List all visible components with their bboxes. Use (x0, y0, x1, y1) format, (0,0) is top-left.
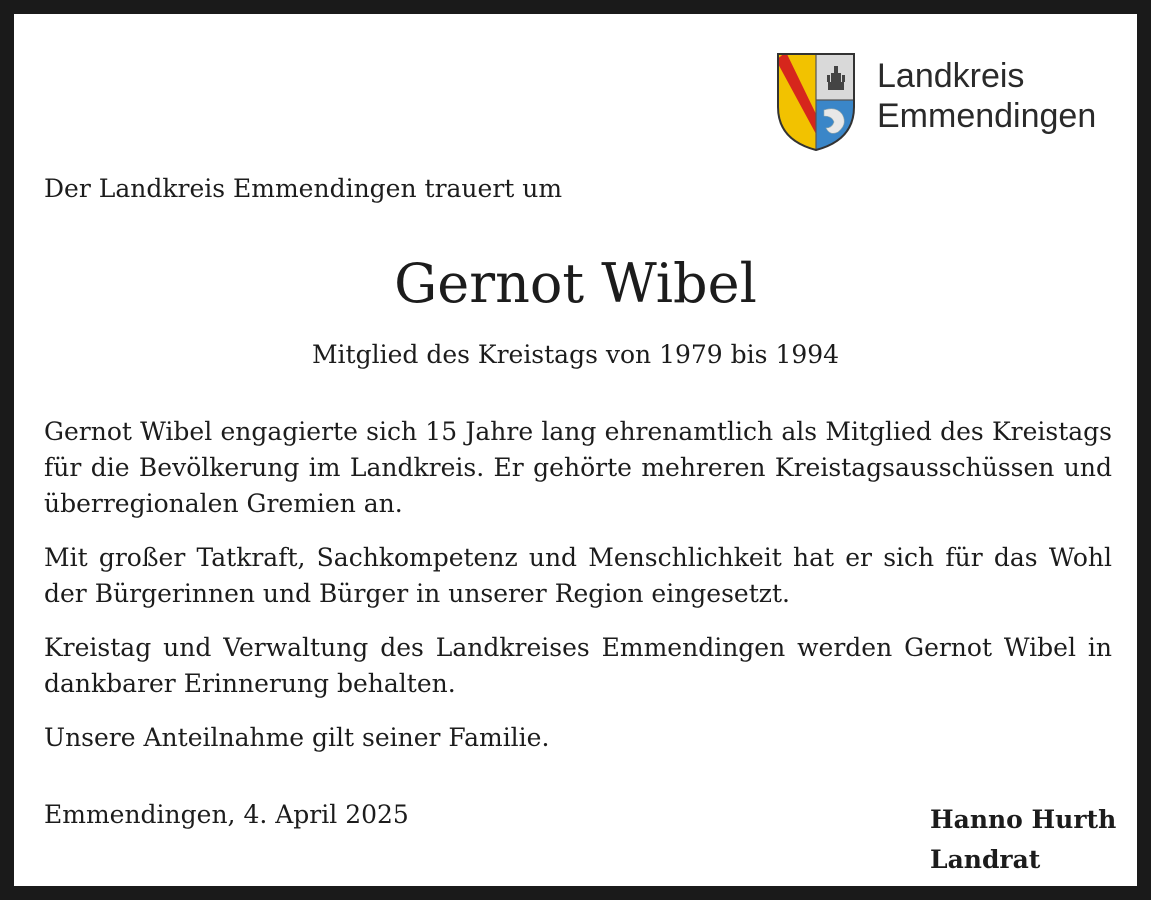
paragraph-commitment: Mit großer Tatkraft, Sachkompetenz und Menschlichkeit hat er sich für das Wohl der Bürgerinnen und Bürger in unserer Region eingesetzt. (44, 543, 1112, 608)
place-date: Emmendingen, 4. April 2025 (44, 800, 409, 829)
paragraph-condolence: Unsere Anteilnahme gilt seiner Familie. (44, 723, 550, 752)
notice-body (44, 414, 1112, 774)
membership-subtitle: Mitglied des Kreistags von 1979 bis 1994 (311, 340, 840, 369)
deceased-name: Gernot Wibel (394, 252, 757, 315)
coat-of-arms-icon (776, 52, 856, 152)
logo-line-landkreis: Landkreis (877, 57, 1025, 95)
logo-wordmark (877, 56, 1096, 136)
paragraph-engagement: Gernot Wibel engagierte sich 15 Jahre lang ehrenamtlich als Mitglied des Kreistags für die Bevölkerung im Landkreis. Er gehörte mehreren Kreistagsausschüssen und überregionalen Gremien an. (44, 417, 1112, 518)
signature-block (930, 800, 1116, 880)
intro-line: Der Landkreis Emmendingen trauert um (44, 174, 563, 203)
logo-line-emmendingen: Emmendingen (877, 97, 1097, 135)
signer-name: Hanno Hurth (930, 805, 1117, 834)
paragraph-remembrance: Kreistag und Verwaltung des Landkreises Emmendingen werden Gernot Wibel in dankbarer Erinnerung behalten. (44, 633, 1112, 698)
signer-title: Landrat (930, 845, 1041, 874)
landkreis-logo (776, 52, 1116, 152)
